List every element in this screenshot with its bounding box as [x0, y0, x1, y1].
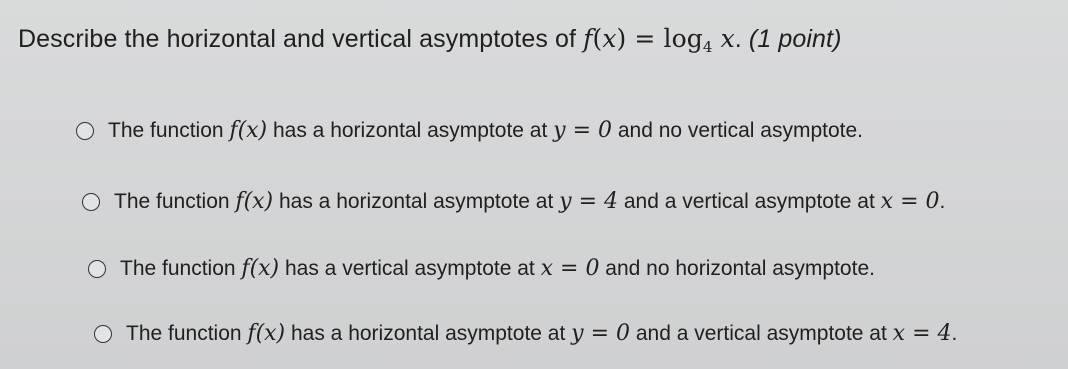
option-post: and a vertical asymptote at	[623, 190, 875, 213]
radio-button-icon[interactable]	[76, 122, 94, 140]
option-post: and no horizontal asymptote.	[605, 257, 875, 280]
question-prompt	[18, 24, 842, 56]
option-function: f(x)	[241, 256, 280, 281]
radio-button-icon[interactable]	[94, 325, 112, 343]
option-equation-1: y = 4	[559, 189, 619, 214]
answer-option-3[interactable]	[88, 256, 875, 281]
option-equation-2: x = 4	[892, 321, 952, 346]
option-pre: The function	[108, 119, 224, 142]
option-function: f(x)	[235, 189, 274, 214]
option-mid: has a horizontal asymptote at	[272, 119, 548, 142]
log-base: 4	[702, 38, 713, 56]
option-pre: The function	[126, 322, 242, 345]
function-variable: x	[602, 24, 617, 53]
option-end: .	[951, 322, 958, 345]
option-mid: has a horizontal asymptote at	[278, 190, 554, 213]
function-definition: $f(x) = \log_4 x$	[583, 24, 735, 56]
option-equation-1: y = 0	[553, 118, 613, 143]
log-operator: log	[663, 24, 703, 53]
option-end: .	[939, 190, 946, 213]
radio-button-icon[interactable]	[88, 260, 106, 278]
option-equation-1: x = 0	[540, 256, 600, 281]
option-label	[126, 321, 957, 346]
option-mid: has a horizontal asymptote at	[290, 322, 566, 345]
function-name: f	[583, 24, 593, 53]
option-equation-1: y = 0	[571, 321, 631, 346]
option-label	[120, 256, 875, 281]
radio-button-icon[interactable]	[82, 193, 100, 211]
option-pre: The function	[120, 257, 236, 280]
points-label: (1 point)	[748, 25, 842, 53]
option-label	[114, 189, 945, 214]
option-equation-2: x = 0	[880, 189, 940, 214]
question-end-punct: .	[734, 25, 742, 53]
answer-option-1[interactable]	[76, 118, 863, 143]
question-lead-text: Describe the horizontal and vertical asymptotes of	[18, 25, 577, 53]
answer-option-2[interactable]	[82, 189, 945, 214]
option-function: f(x)	[247, 321, 286, 346]
log-argument: x	[720, 24, 735, 53]
option-pre: The function	[114, 190, 230, 213]
answer-option-4[interactable]	[94, 321, 957, 346]
option-function: f(x)	[229, 118, 268, 143]
option-label	[108, 118, 863, 143]
option-mid: has a vertical asymptote at	[284, 257, 535, 280]
option-post: and a vertical asymptote at	[635, 322, 887, 345]
option-post: and no vertical asymptote.	[617, 119, 863, 142]
